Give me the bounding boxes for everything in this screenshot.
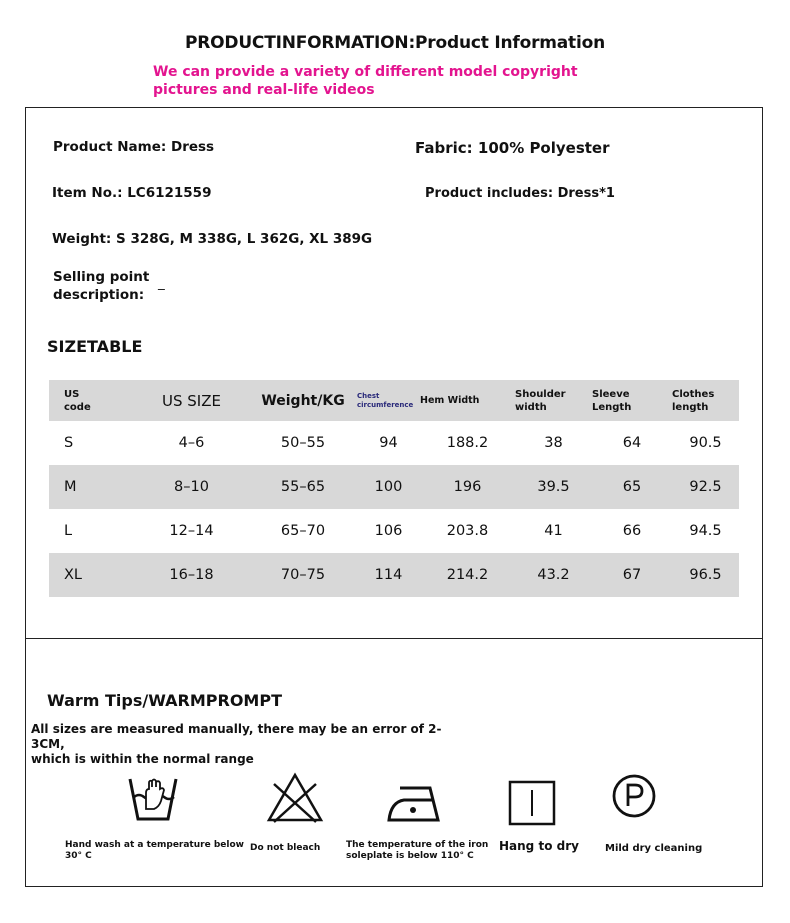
tips-line: All sizes are measured manually, there may be an error of 2-3CM,: [31, 722, 442, 751]
section-divider: [25, 638, 763, 639]
table-cell: 8–10: [174, 479, 209, 495]
table-cell: 65–70: [280, 523, 326, 539]
no-bleach-icon: [266, 772, 324, 824]
table-cell: L: [64, 523, 73, 539]
table-row: [49, 465, 739, 509]
care-label-dry-clean: Mild dry cleaning: [605, 843, 703, 854]
header-text: US: [64, 388, 80, 400]
table-cell: 64: [622, 435, 642, 451]
hand-wash-icon: [128, 773, 178, 823]
table-cell: 50–55: [280, 435, 326, 451]
care-label-iron: [346, 840, 496, 862]
table-cell: 188.2: [446, 435, 489, 451]
care-label-hand-wash: [65, 840, 245, 862]
table-cell: 100: [374, 479, 403, 495]
header-shoulder: [515, 380, 592, 421]
header-text: code: [64, 401, 91, 413]
care-label-line: The temperature of the iron: [346, 840, 489, 850]
header-text: Length: [592, 401, 632, 413]
table-cell: 55–65: [280, 479, 326, 495]
warm-tips-text: [31, 722, 471, 767]
hang-dry-icon: [508, 780, 556, 826]
header-text: width: [515, 401, 547, 413]
table-cell: 106: [374, 523, 403, 539]
table-row: [49, 553, 739, 597]
table-cell: 94.5: [689, 523, 722, 539]
table-cell: 41: [544, 523, 563, 539]
header-text: Shoulder: [515, 388, 566, 400]
table-cell: 12–14: [169, 523, 214, 539]
header-sleeve: [592, 380, 672, 421]
selling-point-line: Selling point: [53, 269, 150, 285]
dry-clean-icon: [611, 773, 657, 819]
size-table: [49, 380, 739, 597]
table-cell: XL: [64, 567, 83, 583]
table-cell: 96.5: [689, 567, 722, 583]
table-cell: 92.5: [689, 479, 722, 495]
promo-line: We can provide a variety of different model copyright: [153, 64, 578, 80]
table-cell: 67: [622, 567, 642, 583]
product-includes: Product includes: Dress*1: [425, 186, 615, 201]
header-text: Chest: [357, 391, 380, 400]
table-cell: 38: [544, 435, 563, 451]
header-clothes: [672, 380, 739, 421]
table-cell: 203.8: [446, 523, 489, 539]
care-label-hang-dry: Hang to dry: [499, 839, 579, 853]
promo-line: pictures and real-life videos: [153, 82, 375, 98]
iron-icon: [386, 782, 442, 824]
table-cell: 39.5: [537, 479, 570, 495]
header-text: Clothes: [672, 388, 715, 400]
care-label-line: soleplate is below 110° C: [346, 851, 474, 861]
header-weight: Weight/KG: [261, 392, 345, 409]
table-cell: M: [64, 479, 77, 495]
table-cell: 70–75: [280, 567, 326, 583]
selling-point-label: [53, 268, 149, 304]
header-text: circumference: [357, 400, 414, 409]
table-header-row: [49, 380, 739, 421]
tips-line: which is within the normal range: [31, 752, 254, 766]
warm-tips-title: Warm Tips/WARMPROMPT: [47, 691, 282, 710]
table-cell: 94: [379, 435, 398, 451]
table-cell: 43.2: [537, 567, 570, 583]
header-text: length: [672, 401, 709, 413]
product-fabric: Fabric: 100% Polyester: [415, 139, 610, 157]
item-number: Item No.: LC6121559: [52, 185, 212, 201]
page-title: PRODUCTINFORMATION:Product Information: [185, 33, 605, 53]
promo-text: [153, 63, 593, 99]
product-weight: Weight: S 328G, M 338G, L 362G, XL 389G: [52, 231, 373, 247]
table-cell: 196: [453, 479, 482, 495]
table-cell: 4–6: [178, 435, 205, 451]
table-cell: 114: [374, 567, 403, 583]
table-cell: 214.2: [446, 567, 489, 583]
table-row: [49, 509, 739, 553]
header-chest: [357, 380, 420, 421]
header-us-code: [49, 380, 134, 421]
table-cell: 16–18: [169, 567, 214, 583]
table-cell: 66: [622, 523, 642, 539]
header-hem: Hem Width: [420, 395, 480, 406]
selling-point-line: description:: [53, 287, 145, 303]
care-label-line: Hand wash at a temperature below: [65, 840, 244, 850]
care-label-line: 30° C: [65, 851, 92, 861]
care-label-no-bleach: Do not bleach: [250, 843, 321, 853]
table-cell: 90.5: [689, 435, 722, 451]
product-name: Product Name: Dress: [53, 139, 215, 155]
size-table-title: SIZETABLE: [47, 337, 143, 356]
header-text: Sleeve: [592, 388, 630, 400]
table-cell: 65: [622, 479, 642, 495]
selling-point-value: _: [158, 275, 165, 291]
table-cell: S: [64, 435, 74, 451]
header-us-size: US SIZE: [162, 391, 221, 410]
table-row: [49, 421, 739, 465]
